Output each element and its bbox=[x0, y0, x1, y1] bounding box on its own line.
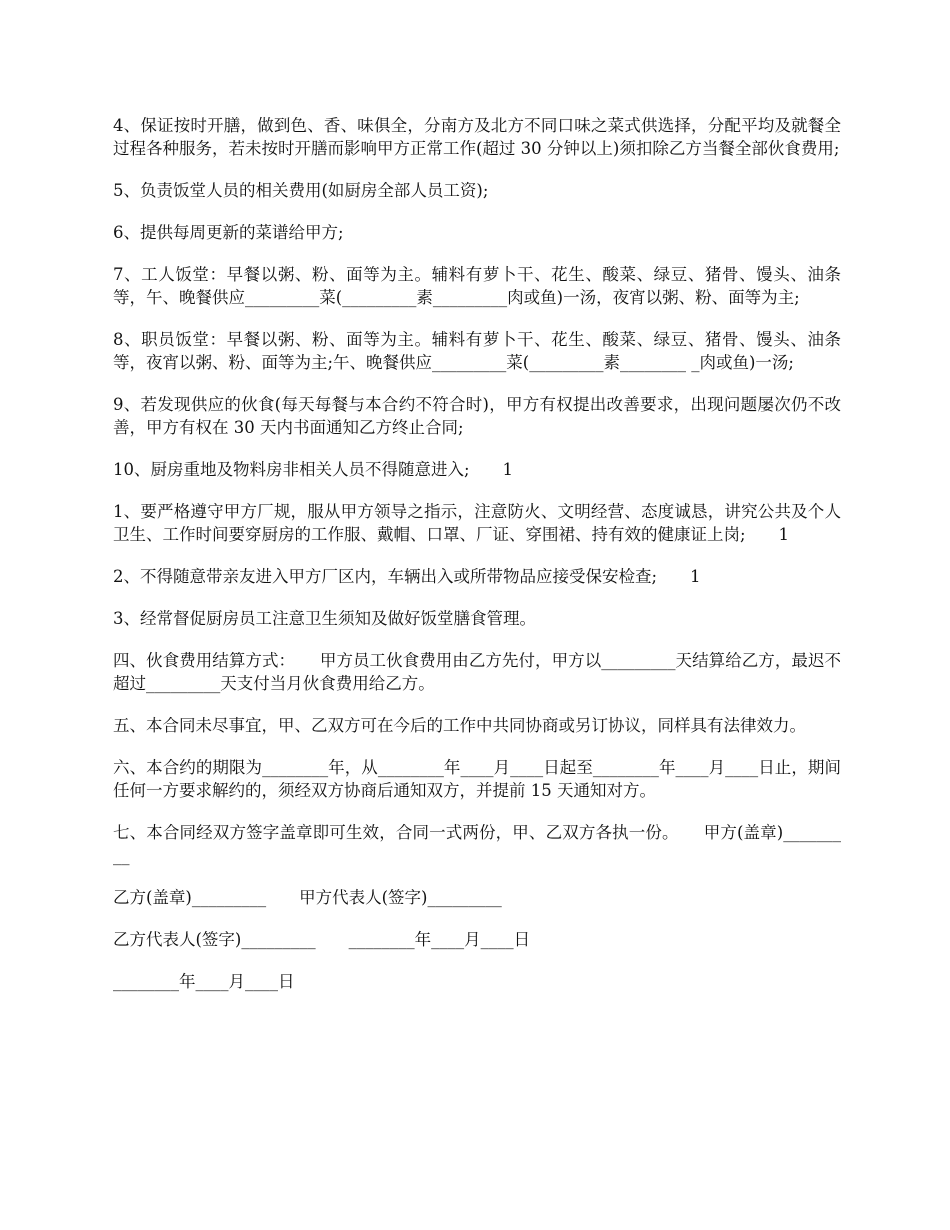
document-body bbox=[113, 114, 841, 1012]
section-5-unresolved-matters: 五、本合同未尽事宜，甲、乙双方可在今后的工作中共同协商或另订协议，同样具有法律效力。 bbox=[113, 716, 806, 735]
section-4-settlement: 四、伙食费用结算方式： 甲方员工伙食费用由乙方先付，甲方以_________天结算给乙方，最迟不超过_________天支付当月伙食费用给乙方。 bbox=[113, 651, 841, 693]
signature-line-party-b-rep: 乙方代表人(签字)_________ ________年____月____日 bbox=[113, 930, 531, 949]
clause-6-weekly-menu: 6、提供每周更新的菜谱给甲方; bbox=[113, 223, 344, 242]
clause-7-worker-canteen: 7、工人饭堂：早餐以粥、粉、面等为主。辅料有萝卜干、花生、酸菜、绿豆、猪骨、馒头、油条等，午、晚餐供应_________菜(_________素_________肉或鱼)一汤，夜宵以粥、粉、面等为主; bbox=[113, 265, 841, 307]
section-6-contract-term: 六、本合约的期限为________年，从________年____月____日起至________年____月____日止，期间任何一方要求解约的，须经双方协商后通知双方，并提前 15 天通知对方。 bbox=[113, 758, 841, 800]
clause-9-improvement-request: 9、若发现供应的伙食(每天每餐与本合约不符合时)，甲方有权提出改善要求，出现问题屡次仍不改善，甲方有权在 30 天内书面通知乙方终止合同; bbox=[113, 395, 841, 437]
signature-date-line: ________年____月____日 bbox=[113, 972, 295, 991]
clause-5-staff-costs: 5、负责饭堂人员的相关费用(如厨房全部人员工资); bbox=[113, 181, 489, 200]
clause-10-kitchen-access: 10、厨房重地及物料房非相关人员不得随意进入; 1 bbox=[113, 460, 514, 479]
clause-8-staff-canteen: 8、职员饭堂：早餐以粥、粉、面等为主。辅料有萝卜干、花生、酸菜、绿豆、猪骨、馒头、油条等，夜宵以粥、粉、面等为主;午、晚餐供应_________菜(_________素________ _肉或鱼)一汤; bbox=[113, 330, 841, 372]
clause-3-hygiene-supervision: 3、经常督促厨房员工注意卫生须知及做好饭堂膳食管理。 bbox=[113, 609, 536, 628]
section-7-effectiveness: 七、本合同经双方签字盖章即可生效，合同一式两份，甲、乙双方各执一份。 甲方(盖章)_________ bbox=[113, 823, 841, 865]
clause-1-factory-rules: 1、要严格遵守甲方厂规，服从甲方领导之指示，注意防火、文明经营、态度诚恳，讲究公共及个人卫生、工作时间要穿厨房的工作服、戴帽、口罩、厂证、穿围裙、持有效的健康证上岗; 1 bbox=[113, 502, 841, 544]
signature-line-party-b: 乙方(盖章)_________ 甲方代表人(签字)_________ bbox=[113, 888, 502, 907]
clause-2-visitor-restriction: 2、不得随意带亲友进入甲方厂区内，车辆出入或所带物品应接受保安检查; 1 bbox=[113, 567, 701, 586]
clause-4-serving-on-time: 4、保证按时开膳，做到色、香、味俱全，分南方及北方不同口味之菜式供选择，分配平均及就餐全过程各种服务，若未按时开膳而影响甲方正常工作(超过 30 分钟以上)须扣除乙方当餐全部伙食费用; bbox=[113, 116, 841, 158]
